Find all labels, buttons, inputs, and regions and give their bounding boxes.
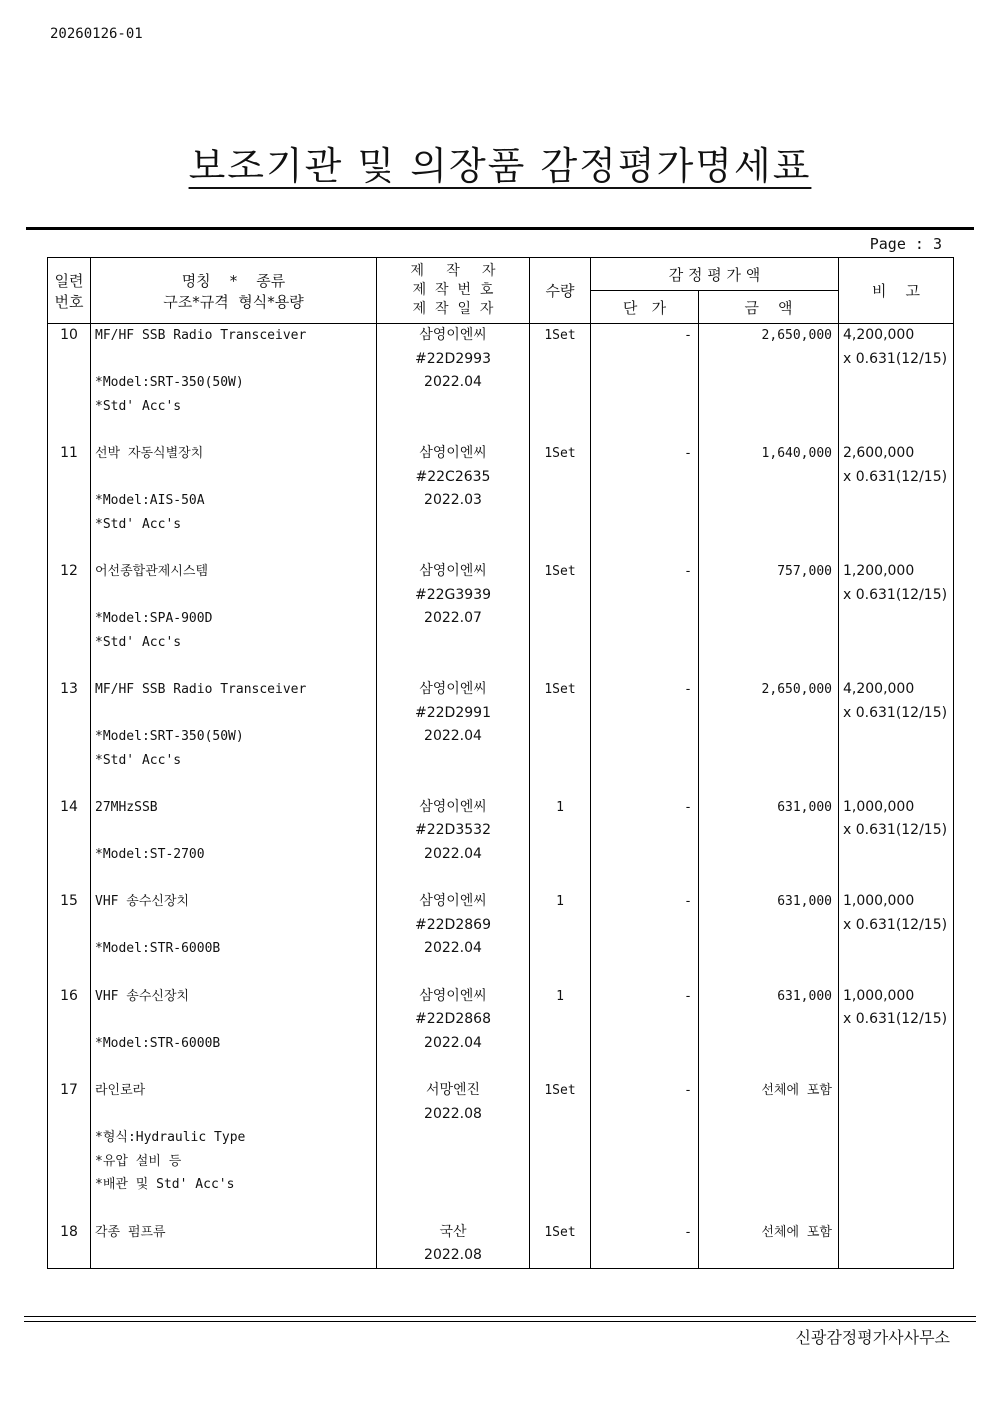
amount-cell: [699, 796, 839, 890]
remark-line: x 0.631(12/15): [843, 1011, 948, 1028]
name-line: [91, 536, 376, 560]
amount-cell: [699, 442, 839, 560]
serial-header-line2: 번호: [54, 292, 84, 311]
name-line: [91, 914, 376, 938]
maker-line: #22D2993: [415, 350, 491, 367]
amount-cell: [699, 1221, 839, 1269]
maker-line: 서망엔진: [425, 1082, 481, 1098]
quantity: 1Set: [544, 328, 576, 343]
maker-cell: [377, 442, 530, 560]
name-line: [91, 584, 376, 608]
name-line: *Model:SRT-350(50W): [95, 375, 244, 391]
name-line: VHF 송수신장치: [95, 894, 190, 910]
maker-line: 삼영이엔씨: [419, 562, 487, 579]
amount-cell: [699, 324, 839, 442]
remarks-cell: [839, 1079, 954, 1221]
unit-price-cell: [591, 796, 699, 890]
serial-number: 17: [60, 1082, 78, 1098]
serial-number: 18: [60, 1223, 78, 1240]
serial-cell: [48, 678, 91, 796]
maker-line: 2022.04: [424, 728, 482, 745]
serial-number: 12: [60, 562, 78, 579]
name-header-line2: 구조*규격 형식*용량: [163, 292, 304, 311]
amount: 선체에 포함: [761, 1083, 832, 1098]
amount: 757,000: [777, 563, 832, 579]
remark-line: 1,000,000: [843, 798, 915, 815]
table-row: [48, 1079, 954, 1221]
page-title: [0, 135, 1000, 190]
unit-price-header: 단 가: [591, 291, 699, 324]
maker-line: 삼영이엔씨: [419, 444, 487, 461]
top-rule: [26, 227, 974, 230]
amount-cell: [699, 678, 839, 796]
amount: 1,640,000: [761, 445, 832, 461]
remarks-cell: [839, 890, 954, 984]
remark-line: x 0.631(12/15): [843, 586, 948, 603]
qty-header: 수량: [530, 258, 591, 324]
remark-line: 1,200,000: [843, 562, 915, 579]
quantity: 1Set: [544, 563, 576, 579]
name-cell: [91, 890, 377, 984]
quantity: 1: [556, 894, 564, 910]
name-line: [91, 418, 376, 442]
name-cell: [91, 324, 377, 442]
serial-cell: [48, 890, 91, 984]
qty-cell: [530, 890, 591, 984]
name-line: *Model:SRT-350(50W): [95, 729, 244, 745]
serial-header-line1: 일련: [54, 271, 84, 290]
maker-header-line2: 제 작 번 호: [412, 282, 494, 298]
amount-cell: [699, 985, 839, 1079]
maker-cell: [377, 560, 530, 678]
remarks-cell: [839, 442, 954, 560]
amount: 631,000: [777, 988, 832, 1004]
office-name: 신광감정평가사사무소: [795, 1328, 950, 1347]
unit-price: -: [684, 988, 692, 1004]
maker-line: #22G3939: [414, 586, 492, 603]
unit-price-cell: [591, 442, 699, 560]
serial-cell: [48, 1221, 91, 1269]
amount-cell: [699, 1079, 839, 1221]
unit-price: -: [684, 328, 692, 343]
maker-line: 삼영이엔씨: [419, 327, 487, 343]
qty-cell: [530, 1221, 591, 1269]
qty-cell: [530, 796, 591, 890]
serial-number: 13: [60, 680, 78, 697]
table-row: [48, 796, 954, 890]
unit-price-cell: [591, 890, 699, 984]
maker-line: 2022.07: [424, 610, 482, 627]
maker-cell: [377, 796, 530, 890]
maker-cell: [377, 1079, 530, 1221]
quantity: 1Set: [544, 1224, 576, 1240]
quantity: 1Set: [544, 681, 576, 697]
remark-line: x 0.631(12/15): [843, 350, 948, 367]
remarks-cell: [839, 1221, 954, 1269]
unit-price: -: [684, 894, 692, 910]
appraisal-header: 감 정 평 가 액: [591, 258, 839, 291]
serial-cell: [48, 985, 91, 1079]
document-id: 20260126-01: [50, 26, 143, 42]
remark-line: x 0.631(12/15): [843, 916, 948, 933]
qty-cell: [530, 442, 591, 560]
serial-number: 10: [60, 327, 78, 343]
name-line: *Std' Acc's: [95, 634, 182, 650]
table-row: [48, 678, 954, 796]
name-line: [91, 654, 376, 678]
unit-price-cell: [591, 678, 699, 796]
remark-line: 1,000,000: [843, 987, 915, 1004]
name-line: *형식:Hydraulic Type: [95, 1130, 246, 1146]
maker-line: 2022.04: [424, 846, 482, 863]
unit-price-cell: [591, 1221, 699, 1269]
name-line: *Std' Acc's: [95, 398, 182, 414]
name-line: 선박 자동식별장치: [95, 445, 204, 461]
table-row: [48, 985, 954, 1079]
name-line: *Model:STR-6000B: [95, 941, 221, 957]
maker-cell: [377, 985, 530, 1079]
unit-price-cell: [591, 1079, 699, 1221]
remarks-cell: [839, 560, 954, 678]
appraisal-table: [47, 257, 954, 1269]
remark-line: x 0.631(12/15): [843, 468, 948, 485]
maker-header: [377, 258, 530, 324]
name-cell: [91, 1079, 377, 1221]
amount-cell: [699, 560, 839, 678]
remarks-cell: [839, 678, 954, 796]
unit-price: -: [684, 563, 692, 579]
maker-line: 2022.04: [424, 1034, 482, 1051]
serial-cell: [48, 560, 91, 678]
maker-cell: [377, 890, 530, 984]
name-line: *Model:STR-6000B: [95, 1035, 221, 1051]
maker-line: 2022.08: [424, 1247, 482, 1264]
maker-line: #22C2635: [415, 468, 491, 485]
name-line: [91, 1055, 376, 1079]
name-line: [91, 466, 376, 490]
name-line: *Model:SPA-900D: [95, 611, 213, 627]
table-row: [48, 560, 954, 678]
name-line: VHF 송수신장치: [95, 988, 190, 1004]
amount: 2,650,000: [761, 681, 832, 697]
table-row: [48, 324, 954, 442]
name-line: [91, 348, 376, 372]
title-text: 보조기관 및 의장품 감정평가명세표: [188, 144, 812, 188]
name-header: [91, 258, 377, 324]
maker-header-line3: 제 작 일 자: [412, 301, 494, 317]
maker-line: 2022.04: [424, 940, 482, 957]
serial-number: 14: [60, 798, 78, 815]
amount: 631,000: [777, 799, 832, 815]
qty-cell: [530, 560, 591, 678]
name-line: *Std' Acc's: [95, 516, 182, 532]
table-row: [48, 442, 954, 560]
table-row: [48, 890, 954, 984]
bottom-rule-2: [24, 1321, 976, 1322]
amount: 2,650,000: [761, 328, 832, 343]
name-cell: [91, 442, 377, 560]
remark-line: 4,200,000: [843, 680, 915, 697]
maker-line: #22D2869: [415, 916, 491, 933]
name-line: *유압 설비 등: [95, 1153, 182, 1169]
maker-line: 삼영이엔씨: [419, 798, 487, 815]
remark-line: 2,600,000: [843, 444, 915, 461]
name-line: 어선종합관제시스템: [95, 563, 209, 579]
name-line: [91, 819, 376, 843]
maker-line: #22D2868: [415, 1011, 491, 1028]
maker-line: 삼영이엔씨: [419, 893, 487, 910]
quantity: 1: [556, 799, 564, 815]
serial-cell: [48, 796, 91, 890]
qty-cell: [530, 1079, 591, 1221]
remarks-cell: [839, 985, 954, 1079]
maker-header-line1: 제 작 자: [410, 263, 496, 279]
unit-price: -: [684, 799, 692, 815]
qty-cell: [530, 985, 591, 1079]
remark-line: 4,200,000: [843, 327, 915, 343]
serial-cell: [48, 1079, 91, 1221]
maker-line: #22D3532: [415, 822, 491, 839]
amount: 선체에 포함: [761, 1224, 832, 1240]
serial-cell: [48, 442, 91, 560]
name-line: MF/HF SSB Radio Transceiver: [95, 681, 307, 697]
page-number: Page : 3: [869, 235, 942, 253]
name-cell: [91, 678, 377, 796]
remark-line: x 0.631(12/15): [843, 822, 948, 839]
amount: 631,000: [777, 894, 832, 910]
qty-cell: [530, 678, 591, 796]
name-line: [91, 961, 376, 985]
maker-line: 2022.04: [424, 374, 482, 391]
name-cell: [91, 560, 377, 678]
maker-line: 2022.03: [424, 492, 482, 509]
name-line: *Model:AIS-50A: [95, 493, 205, 509]
name-line: *배관 및 Std' Acc's: [95, 1177, 235, 1193]
name-line: [91, 772, 376, 796]
amount-header: 금 액: [699, 291, 839, 324]
name-line: MF/HF SSB Radio Transceiver: [95, 328, 307, 343]
maker-cell: [377, 678, 530, 796]
name-line: *Std' Acc's: [95, 752, 182, 768]
quantity: 1Set: [544, 1083, 576, 1098]
quantity: 1: [556, 988, 564, 1004]
unit-price: -: [684, 445, 692, 461]
serial-header: [48, 258, 91, 324]
name-line: 라인로라: [95, 1083, 146, 1098]
serial-number: 11: [60, 444, 78, 461]
unit-price-cell: [591, 985, 699, 1079]
maker-line: 삼영이엔씨: [419, 987, 487, 1004]
name-line: [91, 702, 376, 726]
bottom-rule-1: [24, 1316, 976, 1317]
unit-price-cell: [591, 324, 699, 442]
serial-cell: [48, 324, 91, 442]
qty-cell: [530, 324, 591, 442]
unit-price: -: [684, 1083, 692, 1098]
name-line: [91, 1008, 376, 1032]
table-body: [48, 324, 954, 1269]
maker-line: 삼영이엔씨: [419, 680, 487, 697]
remarks-header: 비 고: [839, 258, 954, 324]
name-line: [91, 867, 376, 891]
serial-number: 16: [60, 987, 78, 1004]
remark-line: 1,000,000: [843, 893, 915, 910]
name-header-line1: 명칭 * 종류: [181, 271, 286, 290]
quantity: 1Set: [544, 445, 576, 461]
remarks-cell: [839, 324, 954, 442]
amount-cell: [699, 890, 839, 984]
maker-line: 국산: [439, 1223, 467, 1240]
unit-price: -: [684, 1224, 692, 1240]
unit-price-cell: [591, 560, 699, 678]
name-line: [91, 1197, 376, 1221]
serial-number: 15: [60, 893, 78, 910]
maker-line: 2022.08: [424, 1105, 482, 1122]
name-cell: [91, 1221, 377, 1269]
unit-price: -: [684, 681, 692, 697]
remarks-cell: [839, 796, 954, 890]
name-cell: [91, 985, 377, 1079]
name-line: [91, 1103, 376, 1127]
name-line: *Model:ST-2700: [95, 847, 205, 863]
name-cell: [91, 796, 377, 890]
name-line: [91, 1244, 376, 1268]
remark-line: x 0.631(12/15): [843, 704, 948, 721]
maker-cell: [377, 1221, 530, 1269]
name-line: 각종 펌프류: [95, 1224, 166, 1240]
maker-line: #22D2991: [415, 704, 491, 721]
maker-cell: [377, 324, 530, 442]
name-line: 27MHzSSB: [95, 799, 158, 815]
table-row: [48, 1221, 954, 1269]
